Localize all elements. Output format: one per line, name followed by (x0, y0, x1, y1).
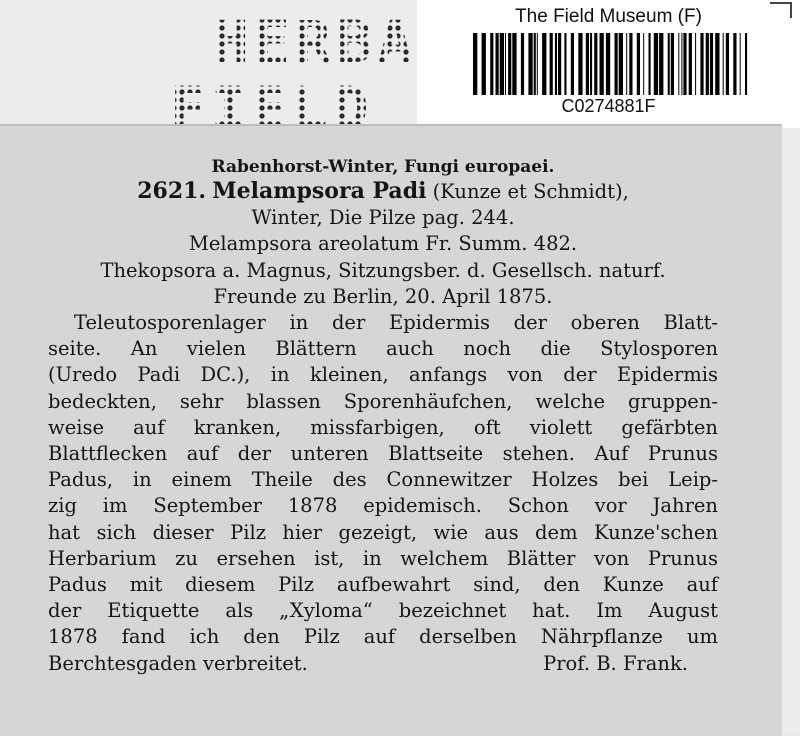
label-text (48, 156, 718, 677)
label-line: Winter, Die Pilze pag. 244. (251, 206, 515, 230)
label-line: (Uredo Padi DC.), in kleinen, anfangs von der Epidermis (48, 363, 718, 387)
series-title: Rabenhorst-Winter, Fungi europaei. (211, 157, 555, 177)
corner-mark (770, 2, 792, 18)
author-signature: Prof. B. Frank. (543, 651, 688, 675)
label-line: Padus, in einem Theile des Connewitzer Holzes bei Leip- (48, 468, 718, 492)
barcode-number: C0274881F (561, 96, 656, 116)
label-line: hat sich dieser Pilz hier gezeigt, wie aus dem Kunze'schen (48, 520, 718, 544)
label-line: Blattflecken auf der unteren Blattseite stehen. Auf Prunus (48, 442, 718, 466)
label-line: zig im September 1878 epidemisch. Schon vor Jahren (48, 494, 718, 518)
label-line: Melampsora areolatum Fr. Summ. 482. (188, 232, 578, 256)
label-line: 1878 fand ich den Pilz auf derselben Nährpflanze um (48, 625, 718, 649)
label-line: seite. An vielen Blättern auch noch die Stylosporen (48, 337, 718, 361)
label-line: Freunde zu Berlin, 20. April 1875. (213, 284, 553, 308)
species-name: Melampsora Padi (212, 178, 427, 204)
species-heading (48, 178, 718, 205)
label-line: Padus mit diesem Pilz aufbewahrt sind, den Kunze auf (48, 573, 718, 597)
label-line: der Etiquette als „Xyloma“ bezeichnet hat. Im August (48, 599, 718, 623)
herbarium-stamp (170, 0, 430, 130)
exsiccata-number: 2621. (137, 178, 207, 204)
barcode-bars (473, 33, 748, 95)
specimen-label (0, 124, 782, 736)
species-authors: (Kunze et Schmidt), (432, 180, 629, 203)
label-line: bedeckten, sehr blassen Sporenhäufchen, welche gruppen- (48, 389, 718, 413)
label-last-line: Berchtesgaden verbreitet. (48, 651, 308, 675)
label-line: Thekopsora a. Magnus, Sitzungsber. d. Gesellsch. naturf. (100, 258, 666, 282)
label-footer (48, 651, 718, 677)
label-line: Teleutosporenlager in der Epidermis der oberen Blatt- (74, 311, 718, 335)
label-line: Herbarium zu ersehen ist, in welchem Blätter von Prunus (48, 546, 718, 570)
barcode-title: The Field Museum (F) (515, 6, 702, 27)
label-line: weise auf kranken, missfarbigen, oft violett gefärbten (48, 415, 718, 439)
barcode-label (417, 0, 800, 128)
